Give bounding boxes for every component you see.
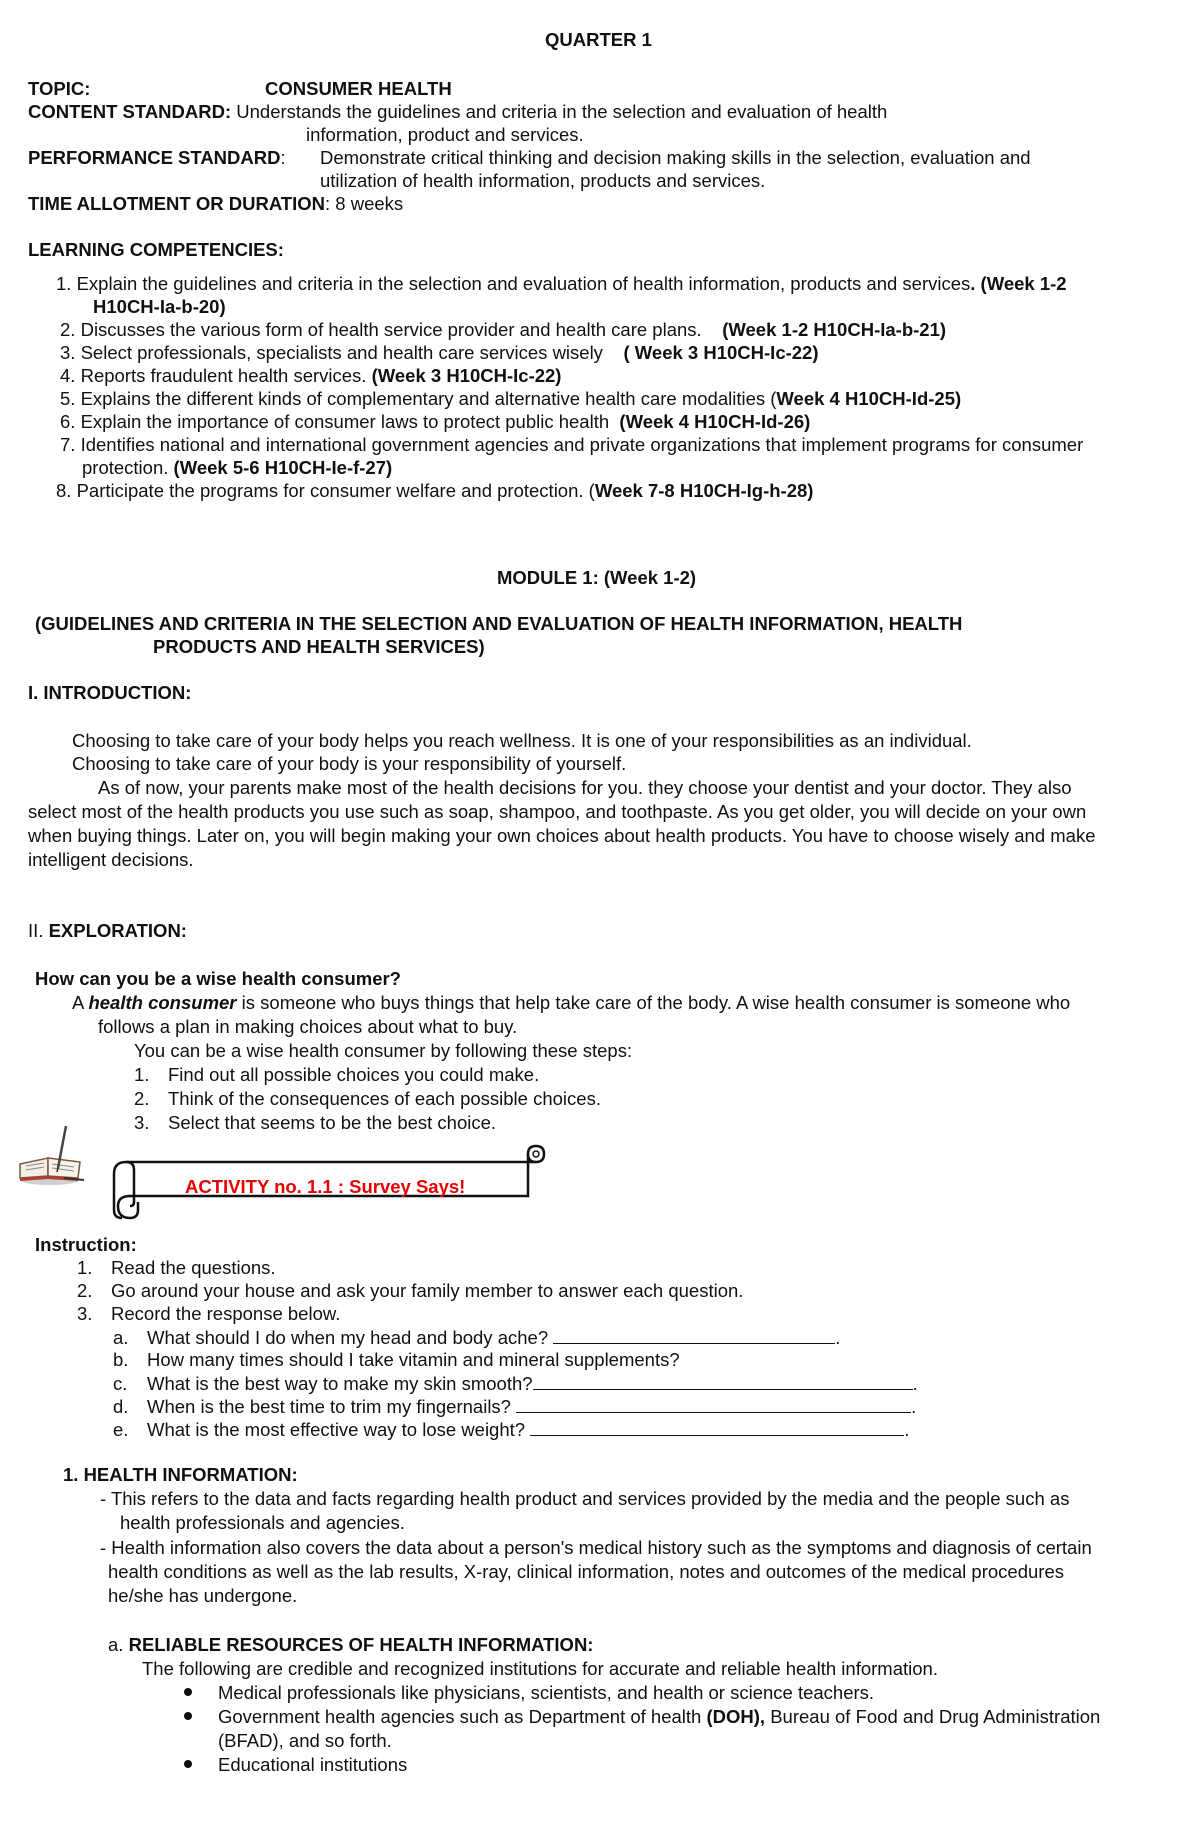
- bullet-item-cont: (BFAD), and so forth.: [218, 1730, 392, 1751]
- answer-field[interactable]: [553, 1325, 835, 1344]
- competency-item: 3. Select professionals, specialists and health care services wisely ( Week 3 H10CH-Ic-22): [60, 342, 819, 363]
- instruction-step: 1. Read the questions.: [77, 1257, 276, 1278]
- health-info-b2-line2: health conditions as well as the lab results, X-ray, clinical information, notes and outcomes of the medical procedures: [108, 1561, 1064, 1582]
- performance-standard-label: PERFORMANCE STANDARD: [28, 147, 281, 168]
- health-info-b2-line3: he/she has undergone.: [108, 1585, 298, 1606]
- health-info-b2-line1: - Health information also covers the data about a person's medical history such as the symptoms and diagnosis of certain: [100, 1537, 1092, 1558]
- bullet-icon: [184, 1760, 192, 1768]
- topic-value: CONSUMER HEALTH: [265, 78, 452, 99]
- competency-item: 1. Explain the guidelines and criteria in the selection and evaluation of health information, products and services. (Week 1-2: [56, 273, 1067, 294]
- definition-line2: follows a plan in making choices about what to buy.: [98, 1016, 518, 1037]
- exploration-heading: II. EXPLORATION:: [28, 920, 187, 941]
- introduction-p3-line1: As of now, your parents make most of the health decisions for you. they choose your dentist and your doctor. They also: [98, 777, 1072, 798]
- book-with-pen-icon: [14, 1118, 86, 1190]
- competency-item-cont: protection. (Week 5-6 H10CH-Ie-f-27): [82, 457, 393, 478]
- time-allotment: [28, 192, 403, 215]
- learning-competencies-heading: LEARNING COMPETENCIES:: [28, 239, 284, 260]
- survey-question: a. What should I do when my head and body ache? .: [113, 1327, 841, 1348]
- competency-item: 5. Explains the different kinds of complementary and alternative health care modalities (Week 4 H10CH-Id-25): [60, 388, 962, 409]
- introduction-p3-line4: intelligent decisions.: [28, 849, 194, 870]
- competency-item: 7. Identifies national and international government agencies and private organizations that implement programs for consumer: [60, 434, 1084, 455]
- step-item: 3. Select that seems to be the best choice.: [134, 1112, 497, 1133]
- module-subtitle-line1: (GUIDELINES AND CRITERIA IN THE SELECTION AND EVALUATION OF HEALTH INFORMATION, HEALTH: [35, 613, 963, 634]
- content-standard-line2: information, product and services.: [306, 124, 584, 145]
- survey-question: d. When is the best time to trim my fingernails? .: [113, 1396, 917, 1417]
- health-consumer-definition: A health consumer is someone who buys things that help take care of the body. A wise health consumer is someone who: [72, 992, 1071, 1013]
- reliable-resources-intro: The following are credible and recognized institutions for accurate and reliable health information.: [142, 1658, 938, 1679]
- time-allotment-value: : 8 weeks: [325, 193, 404, 214]
- reliable-resources-heading: a. RELIABLE RESOURCES OF HEALTH INFORMATION:: [108, 1634, 594, 1655]
- competency-item: 6. Explain the importance of consumer laws to protect public health (Week 4 H10CH-Id-26): [60, 411, 811, 432]
- bullet-item: Government health agencies such as Department of health (DOH), Bureau of Food and Drug Administration: [184, 1705, 1100, 1728]
- performance-standard: PERFORMANCE STANDARD:: [28, 147, 286, 168]
- content-standard: [28, 100, 887, 123]
- bullet-item: Medical professionals like physicians, scientists, and health or science teachers.: [184, 1681, 874, 1704]
- exploration-question: How can you be a wise health consumer?: [35, 968, 401, 989]
- bullet-icon: [184, 1688, 192, 1696]
- bullet-icon: [184, 1712, 192, 1720]
- content-standard-line1: Understands the guidelines and criteria in the selection and evaluation of health: [236, 101, 888, 122]
- answer-field[interactable]: [530, 1417, 904, 1436]
- performance-standard-line1: Demonstrate critical thinking and decision making skills in the selection, evaluation and: [320, 147, 1031, 168]
- bullet-item: Educational institutions: [184, 1753, 407, 1776]
- survey-question: e. What is the most effective way to lose weight? .: [113, 1419, 910, 1440]
- health-info-b1-line1: - This refers to the data and facts regarding health product and services provided by the media and the people such as: [100, 1488, 1070, 1509]
- instruction-heading: Instruction:: [35, 1234, 137, 1255]
- competency-item: 4. Reports fraudulent health services. (Week 3 H10CH-Ic-22): [60, 365, 562, 386]
- introduction-p3-line3: when buying things. Later on, you will begin making your own choices about health products. You have to choose wisely and make: [28, 825, 1096, 846]
- survey-question: b. How many times should I take vitamin and mineral supplements?: [113, 1349, 680, 1370]
- introduction-p1: Choosing to take care of your body helps you reach wellness. It is one of your responsibilities as an individual.: [72, 730, 972, 751]
- health-consumer-term: health consumer: [88, 992, 237, 1013]
- answer-field[interactable]: [516, 1394, 911, 1413]
- introduction-p3-line2: select most of the health products you use such as soap, shampoo, and toothpaste. As you get older, you will decide on your own: [28, 801, 1087, 822]
- topic-label: TOPIC:: [28, 78, 91, 99]
- health-info-b1-line2: health professionals and agencies.: [120, 1512, 405, 1533]
- introduction-heading: I. INTRODUCTION:: [28, 682, 192, 703]
- competency-item: 8. Participate the programs for consumer welfare and protection. (Week 7-8 H10CH-Ig-h-28): [56, 480, 814, 501]
- answer-field[interactable]: [533, 1371, 913, 1390]
- quarter-title: QUARTER 1: [545, 29, 652, 50]
- performance-standard-line2: utilization of health information, products and services.: [320, 170, 766, 191]
- time-allotment-label: TIME ALLOTMENT OR DURATION: [28, 193, 325, 214]
- steps-intro: You can be a wise health consumer by following these steps:: [134, 1040, 633, 1061]
- module-subtitle-line2: PRODUCTS AND HEALTH SERVICES): [153, 636, 485, 657]
- step-item: 2. Think of the consequences of each possible choices.: [134, 1088, 601, 1109]
- introduction-p2: Choosing to take care of your body is your responsibility of yourself.: [72, 753, 627, 774]
- step-item: 1. Find out all possible choices you could make.: [134, 1064, 540, 1085]
- survey-question: c. What is the best way to make my skin smooth? .: [113, 1373, 918, 1394]
- instruction-step: 3. Record the response below.: [77, 1303, 341, 1324]
- competency-item: 2. Discusses the various form of health service provider and health care plans. (Week 1-2 H10CH-Ia-b-21): [60, 319, 947, 340]
- content-standard-label: CONTENT STANDARD:: [28, 101, 232, 122]
- health-information-heading: 1. HEALTH INFORMATION:: [63, 1464, 298, 1485]
- activity-banner-title: ACTIVITY no. 1.1 : Survey Says!: [185, 1176, 466, 1197]
- module-title: MODULE 1: (Week 1-2): [497, 567, 697, 588]
- instruction-step: 2. Go around your house and ask your family member to answer each question.: [77, 1280, 744, 1301]
- competency-item-cont: H10CH-Ia-b-20): [93, 296, 226, 317]
